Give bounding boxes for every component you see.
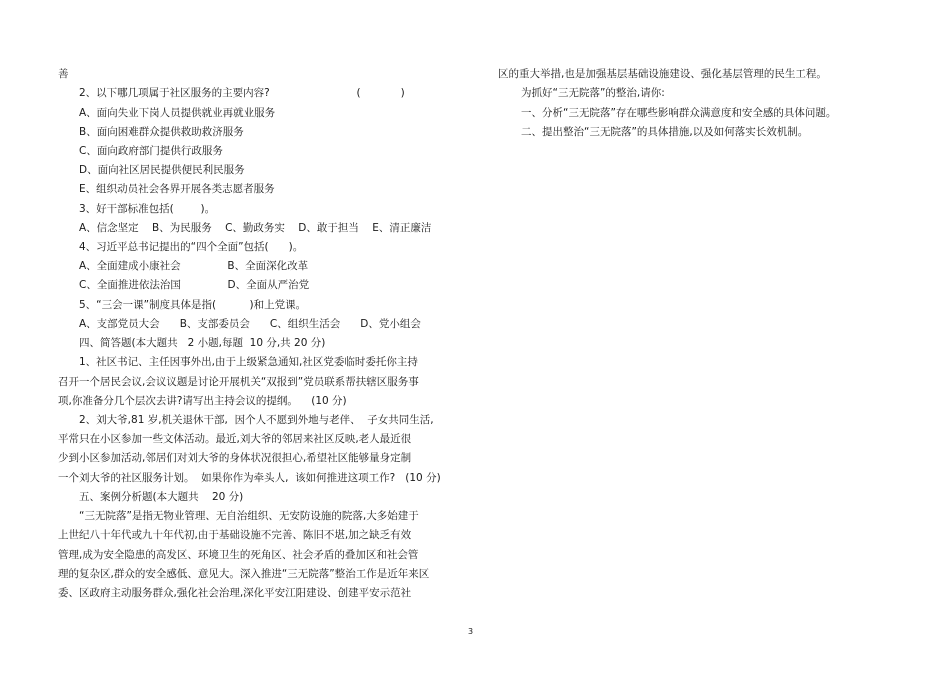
paragraph-line: 管理,成为安全隐患的高发区、环境卫生的死角区、社会矛盾的叠加区和社会管 [58, 549, 419, 561]
task-1: 一、分析“三无院落”存在哪些影响群众满意度和安全感的具体问题。 [521, 107, 837, 119]
option-line: A、信念坚定 B、为民服务 C、勤政务实 D、敢于担当 E、清正廉洁 [79, 222, 432, 234]
paragraph-line: 项,你准备分几个层次去讲?请写出主持会议的提纲。 (10 分) [58, 395, 347, 407]
option-line: A、全面建成小康社会 B、全面深化改革 [79, 260, 309, 272]
paragraph-line: 平常只在小区参加一些文体活动。最近,刘大爷的邻居来社区反映,老人最近很 [58, 433, 412, 445]
section-heading: 五、案例分析题(本大题共 20 分) [79, 491, 244, 503]
option-line: A、面向失业下岗人员提供就业再就业服务 [79, 107, 276, 119]
option-line: B、面向困难群众提供救助救济服务 [79, 126, 244, 138]
paragraph-line: 理的复杂区,群众的安全感低、意见大。深入推进“三无院落”整治工作是近年来区 [58, 568, 430, 580]
paragraph-line: 少到小区参加活动,邻居们对刘大爷的身体状况很担心,希望社区能够量身定制 [58, 452, 412, 464]
question-3: 3、好干部标准包括( )。 [79, 203, 216, 215]
text-line: 善 [58, 68, 69, 80]
option-line: D、面向社区居民提供便民利民服务 [79, 164, 245, 176]
option-line: C、全面推进依法治国 D、全面从严治党 [79, 279, 310, 291]
option-line: E、组织动员社会各界开展各类志愿者服务 [79, 183, 275, 195]
task-2: 二、提出整治“三无院落”的具体措施,以及如何落实长效机制。 [521, 126, 809, 138]
question-5: 5、“三会一课”制度具体是指( )和上党课。 [79, 299, 307, 311]
paragraph-line: 2、刘大爷,81 岁,机关退休干部, 因个人不愿到外地与老伴、 子女共同生活, [79, 414, 434, 426]
paragraph-line: “三无院落”是指无物业管理、无自治组织、无安防设施的院落,大多始建于 [79, 510, 419, 522]
paragraph-line: 上世纪八十年代或九十年代初,由于基础设施不完善、陈旧不堪,加之缺乏有效 [58, 529, 412, 541]
question-2: 2、以下哪几项属于社区服务的主要内容? ( ) [79, 87, 405, 99]
option-line: A、支部党员大会 B、支部委员会 C、组织生活会 D、党小组会 [79, 318, 421, 330]
paragraph-line: 为抓好“三无院落”的整治,请你: [521, 87, 665, 99]
paragraph-line: 区的重大举措,也是加强基层基础设施建设、强化基层管理的民生工程。 [498, 68, 827, 80]
section-heading: 四、简答题(本大题共 2 小题,每题 10 分,共 20 分) [79, 337, 326, 349]
page-number: 3 [468, 627, 474, 636]
paragraph-line: 1、社区书记、主任因事外出,由于上级紧急通知,社区党委临时委托你主持 [79, 356, 418, 368]
paragraph-line: 一个刘大爷的社区服务计划。 如果你作为牵头人, 该如何推进这项工作? (10 分) [58, 472, 441, 484]
paragraph-line: 委、区政府主动服务群众,强化社会治理,深化平安江阳建设、创建平安示范社 [58, 587, 412, 599]
question-4: 4、习近平总书记提出的“四个全面”包括( )。 [79, 241, 304, 253]
option-line: C、面向政府部门提供行政服务 [79, 145, 223, 157]
paragraph-line: 召开一个居民会议,会议议题是讨论开展机关“双报到”党员联系帮扶辖区服务事 [58, 376, 419, 388]
